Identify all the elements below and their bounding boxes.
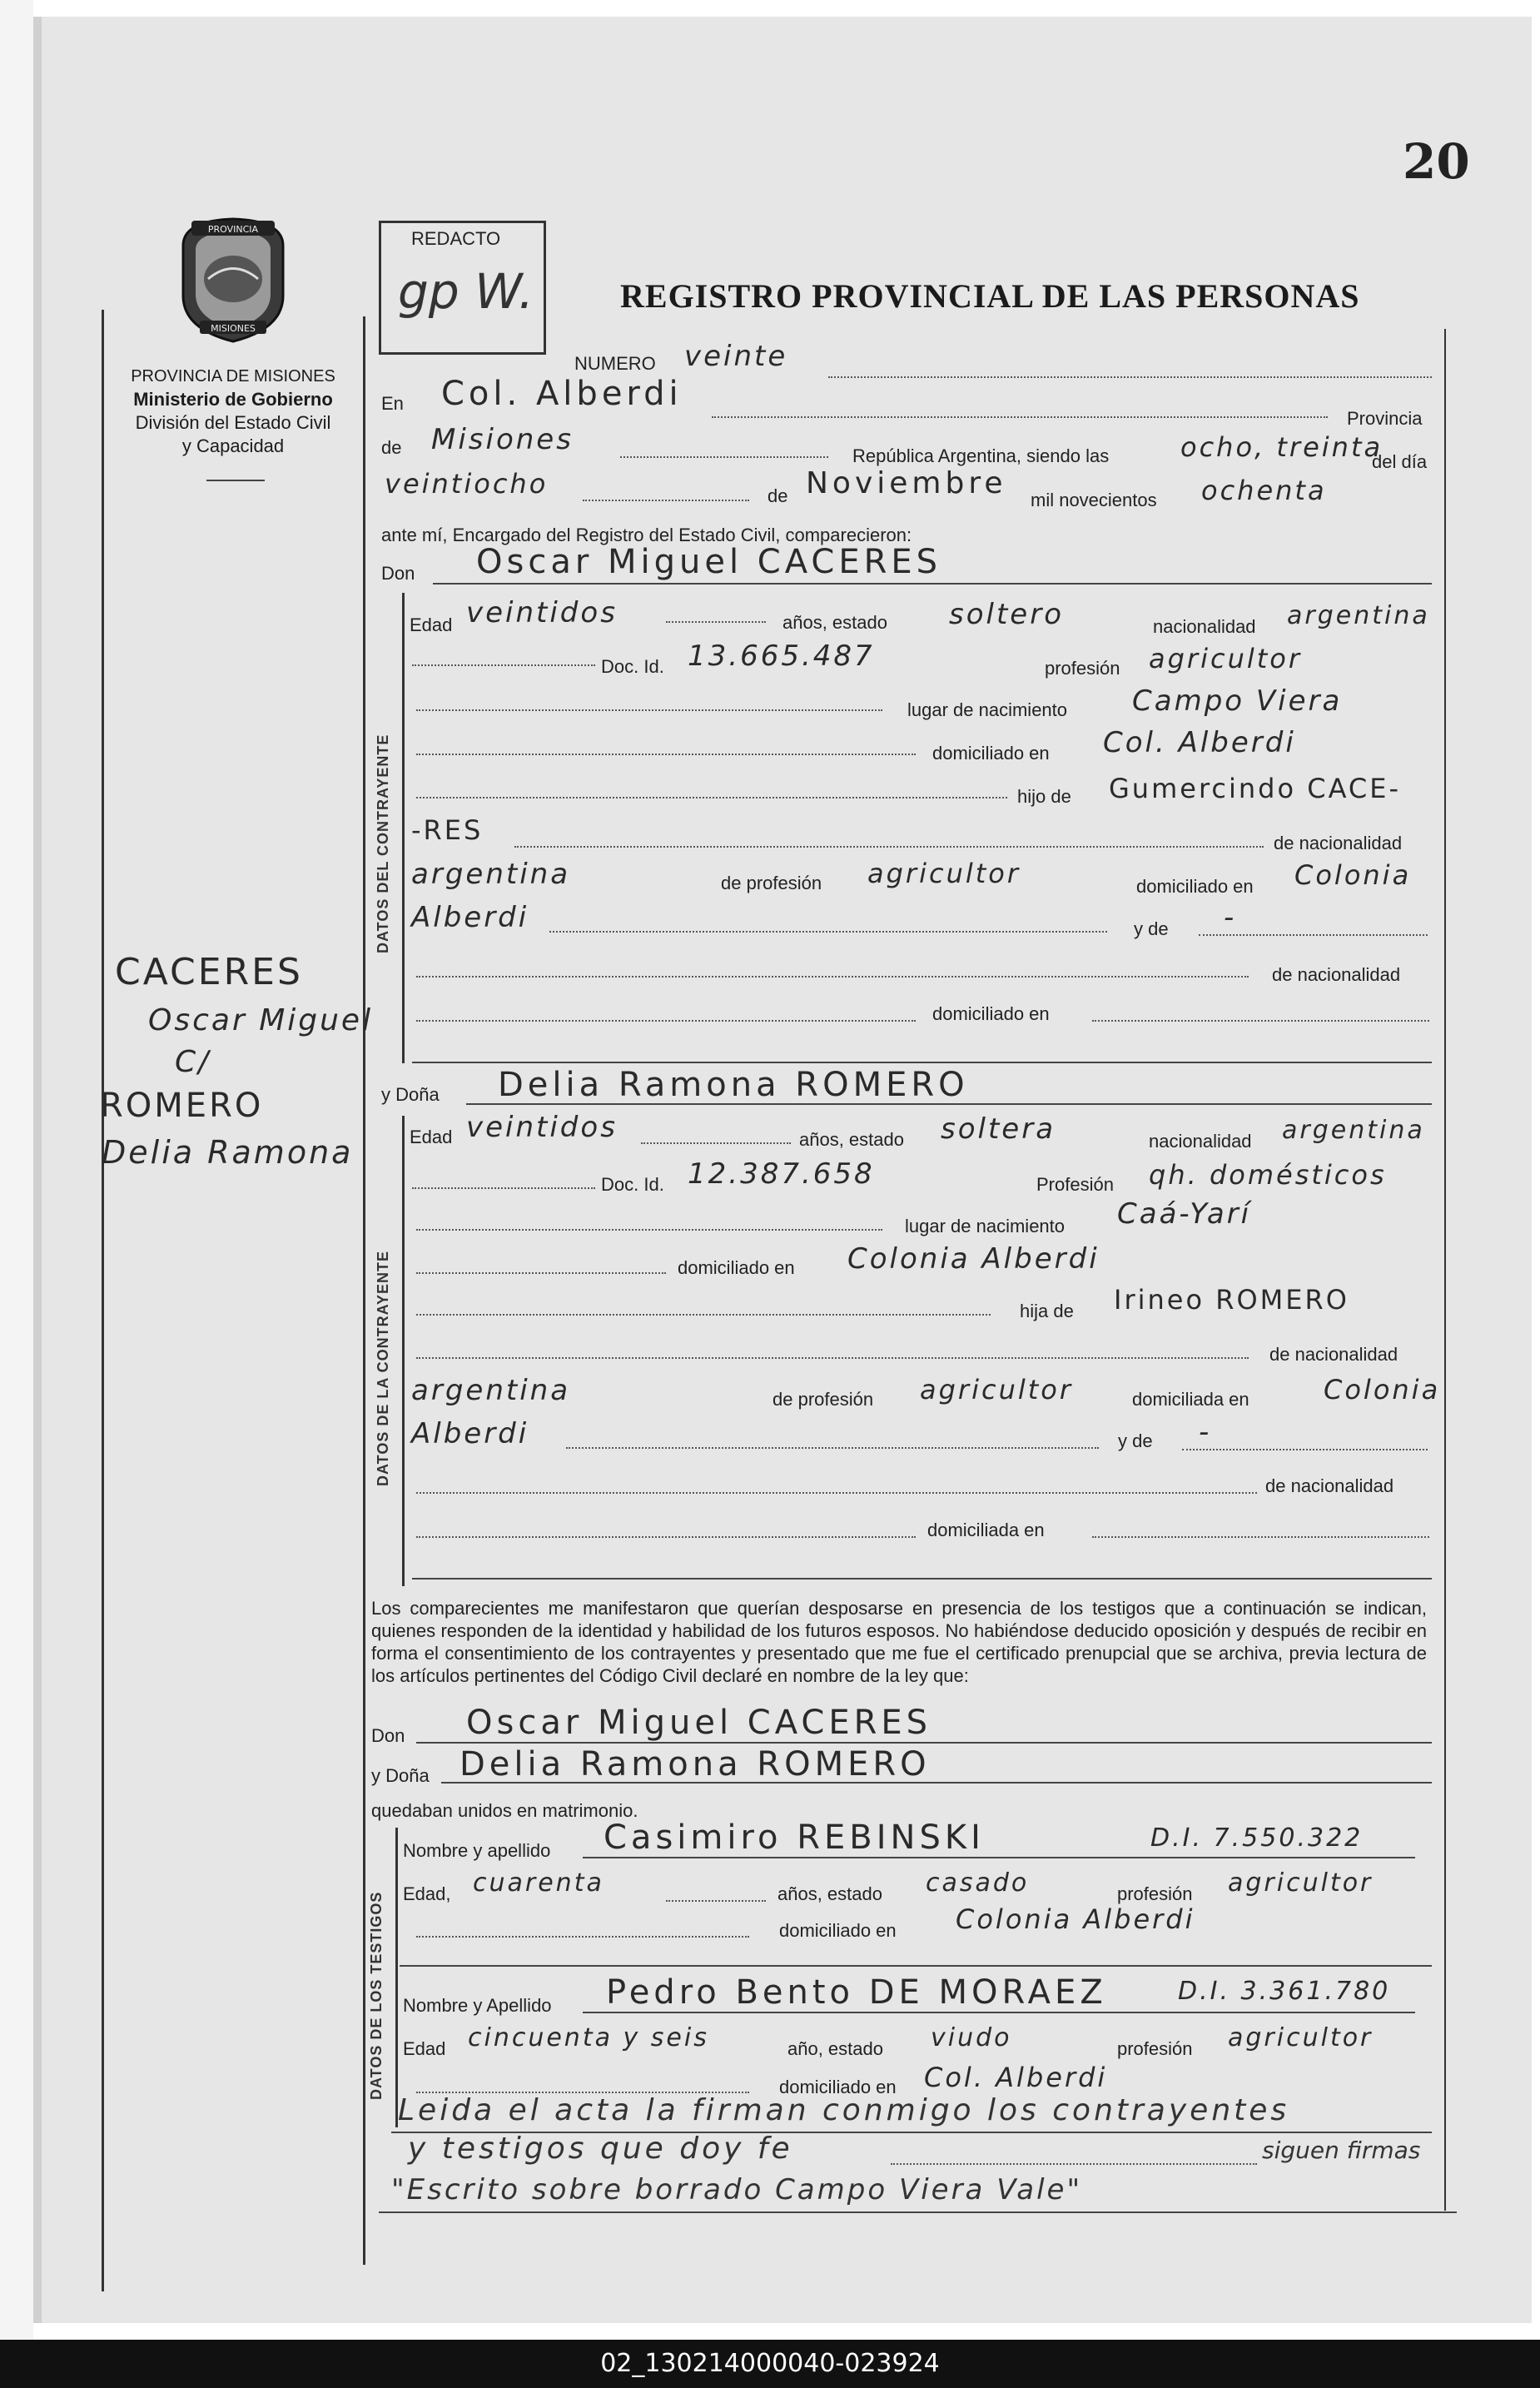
closing-line-3: "Escrito sobre borrado Campo Viera Vale" <box>391 2173 1083 2206</box>
doc-label: Doc. Id. <box>601 656 664 677</box>
decl-unidos: quedaban unidos en matrimonio. <box>371 1800 638 1821</box>
madre-nacionalidad-label-2: de nacionalidad <box>1265 1475 1394 1496</box>
dotted-line <box>416 1936 749 1938</box>
dotted-line <box>416 1492 1257 1494</box>
nacimiento-label-2: lugar de nacimiento <box>905 1216 1066 1236</box>
dotted-line <box>416 1357 1249 1359</box>
dotted-line <box>412 1187 595 1189</box>
footer-bar <box>0 2340 1540 2388</box>
contrayente-padre-nac: argentina <box>411 858 571 891</box>
margin-note-name-2: Delia Ramona <box>102 1134 354 1171</box>
contrayenta-edad: veintidos <box>466 1111 618 1144</box>
numero-value: veinte <box>684 340 788 373</box>
de-nacionalidad-label-2: de nacionalidad <box>1269 1344 1398 1365</box>
madre-domicilio-label-2: domiciliada en <box>927 1520 1045 1540</box>
t2-domicilio-label: domiciliado en <box>779 2077 897 2097</box>
contrayente-padre-b: -RES <box>411 814 484 846</box>
dotted-line <box>549 931 1107 933</box>
de-profesion-label: de profesión <box>721 873 822 893</box>
domicilio-label-2: domiciliado en <box>678 1257 795 1278</box>
dotted-line <box>566 1447 1099 1449</box>
edad-label-2: Edad <box>410 1127 453 1147</box>
contrayenta-domicilio: Colonia Alberdi <box>847 1242 1100 1276</box>
dotted-line <box>514 846 1264 848</box>
anios-estado-label-2: años, estado <box>799 1129 904 1150</box>
margin-note-surname: CACERES <box>115 951 303 993</box>
nacimiento-label: lugar de nacimiento <box>907 699 1068 720</box>
form-right-rule <box>1444 329 1446 2211</box>
dotted-line <box>712 416 1328 418</box>
contrayente-padre-a: Gumercindo CACE- <box>1109 773 1401 804</box>
dona-label: y Doña <box>381 1084 440 1105</box>
stamp-initials: gp W. <box>398 263 534 320</box>
header-divider <box>206 480 265 481</box>
dotted-line <box>583 500 749 501</box>
contrayenta-estado: soltera <box>941 1112 1056 1146</box>
dotted-line <box>1092 1020 1429 1022</box>
contrayenta-madre: - <box>1199 1415 1212 1449</box>
book-spine <box>0 0 33 2388</box>
contrayente-nombre: Oscar Miguel CACERES <box>476 543 942 581</box>
contrayente-edad: veintidos <box>466 596 618 629</box>
t1-edad-label: Edad, <box>403 1883 451 1904</box>
anio-label: mil novecientos <box>1031 490 1157 510</box>
seal-text-top: PROVINCIA <box>207 224 259 235</box>
dotted-line <box>416 1536 916 1538</box>
de-label: de <box>381 437 402 458</box>
stamp-label: REDACTO <box>411 228 501 249</box>
dotted-line <box>641 1142 791 1144</box>
dia-value: veintiocho <box>385 468 549 500</box>
contrayente-madre: - <box>1224 901 1237 934</box>
testigos-section-rule <box>395 1828 398 2127</box>
t1-estado: casado <box>926 1868 1030 1898</box>
redacto-stamp <box>379 221 546 355</box>
dotted-line <box>416 754 916 755</box>
contrayente-doc: 13.665.487 <box>688 639 875 673</box>
declaration-paragraph: Los comparecientes me manifestaron que querían desposarse en presencia de los testigos que a continuación se indican, quienes responden de la identidad y habilidad de los futuros esposos. No habiéndose deducido oposición y después de recibir en forma el consentimiento de los contrayentes y presentado que me fue el certificado prenupcial que se archiva, previa lectura de los artículos pertinentes del Código Civil declaré en nombre de la ley que: <box>371 1598 1427 1686</box>
contrayente-padre-prof: agricultor <box>867 858 1021 889</box>
nacionalidad-label: nacionalidad <box>1153 616 1256 637</box>
margin-note-name: Oscar Miguel <box>148 1003 374 1037</box>
contrayente-section-label: DATOS DEL CONTRAYENTE <box>375 734 391 953</box>
contrayente-section-rule <box>402 593 405 1063</box>
contrayenta-section-label: DATOS DE LA CONTRAYENTE <box>375 1250 391 1486</box>
contrayente-padre-dom-b: Alberdi <box>411 901 529 934</box>
madre-domicilio-label: domiciliado en <box>932 1003 1050 1024</box>
province-label: PROVINCIA DE MISIONES <box>131 367 335 386</box>
t2-edad: cincuenta y seis <box>468 2023 709 2052</box>
de-nacionalidad-label: de nacionalidad <box>1274 833 1403 853</box>
underline <box>400 1965 1432 1967</box>
contrayenta-profesion: qh. domésticos <box>1149 1159 1387 1191</box>
t1-estado-label: años, estado <box>777 1883 882 1904</box>
contrayenta-nombre: Delia Ramona ROMERO <box>498 1066 969 1104</box>
dotted-line <box>416 709 882 711</box>
underline <box>433 583 1432 585</box>
hora-value: ocho, treinta <box>1180 431 1384 463</box>
margin-note-surname-2: ROMERO <box>100 1087 264 1125</box>
seal-text-bottom: MISIONES <box>211 323 256 334</box>
underline <box>412 1062 1432 1063</box>
dotted-line <box>416 1020 916 1022</box>
underline <box>466 1103 1432 1105</box>
dotted-line <box>891 2163 1257 2165</box>
underline <box>583 1857 1415 1858</box>
anio-value: ochenta <box>1201 475 1327 506</box>
contrayente-padre-dom-a: Colonia <box>1294 859 1412 891</box>
contrayente-estado: soltero <box>949 598 1064 631</box>
capacity-label: y Capacidad <box>181 435 285 456</box>
contrayenta-doc: 12.387.658 <box>688 1157 875 1191</box>
domicilio-label: domiciliado en <box>932 743 1050 764</box>
mes-value: Noviembre <box>806 466 1007 500</box>
t2-doc: D.I. 3.361.780 <box>1178 1977 1391 2006</box>
dotted-line <box>416 1272 666 1274</box>
anios-estado-label: años, estado <box>782 612 887 633</box>
t1-nombre: Casimiro REBINSKI <box>604 1818 985 1857</box>
closing-line-1: Leida el acta la firman conmigo los contrayentes <box>398 2093 1290 2127</box>
de-mes-label: de <box>768 485 788 506</box>
hijo-label: hijo de <box>1017 786 1071 807</box>
footer-id: 02_130214000040-023924 <box>600 2349 940 2378</box>
del-dia-label: del día <box>1372 451 1428 472</box>
decl-don-label: Don <box>371 1725 405 1746</box>
contrayenta-padre-dom-a: Colonia <box>1324 1374 1441 1405</box>
t1-nombre-label: Nombre y apellido <box>403 1840 551 1861</box>
underline <box>412 1578 1432 1580</box>
underline <box>416 1742 1432 1744</box>
t2-nombre-label: Nombre y Apellido <box>403 1995 552 2016</box>
decl-dona-label: y Doña <box>371 1765 430 1786</box>
t2-domicilio: Col. Alberdi <box>924 2062 1108 2093</box>
contrayente-nacimiento: Campo Viera <box>1132 684 1343 718</box>
t1-edad: cuarenta <box>473 1868 604 1898</box>
profesion-label-2: Profesión <box>1036 1174 1114 1195</box>
madre-nacionalidad-label: de nacionalidad <box>1272 964 1401 985</box>
dotted-line <box>416 976 1249 978</box>
contrayenta-section-rule <box>402 1116 405 1586</box>
ante-label: ante mí, Encargado del Registro del Estado Civil, comparecieron: <box>381 525 912 545</box>
padre-domicilio-label: domiciliado en <box>1136 876 1254 897</box>
contrayente-domicilio: Col. Alberdi <box>1103 726 1296 759</box>
contrayente-profesion: agricultor <box>1149 643 1303 674</box>
contrayenta-nacionalidad: argentina <box>1282 1116 1425 1145</box>
margin-note-c: C/ <box>175 1045 211 1079</box>
underline <box>441 1782 1432 1784</box>
underline <box>379 2211 1457 2213</box>
decl-don-value: Oscar Miguel CACERES <box>466 1704 932 1742</box>
dotted-line <box>1199 934 1428 936</box>
left-margin-rule <box>102 310 104 2291</box>
coat-of-arms-icon <box>175 212 291 346</box>
decl-dona-value: Delia Ramona ROMERO <box>460 1745 931 1784</box>
y-de-label-2: y de <box>1118 1430 1153 1451</box>
ministry-label: Ministerio de Gobierno <box>133 389 333 410</box>
dotted-line <box>412 664 595 666</box>
closing-line-2-right: siguen firmas <box>1262 2137 1421 2164</box>
contrayente-nacionalidad: argentina <box>1287 601 1430 630</box>
numero-label: NUMERO <box>574 353 656 374</box>
contrayenta-padre: Irineo ROMERO <box>1114 1284 1349 1316</box>
en-label: En <box>381 393 404 414</box>
edad-label: Edad <box>410 614 453 635</box>
division-label: División del Estado Civil <box>135 412 331 433</box>
dotted-line <box>1092 1536 1429 1538</box>
page-number: 20 <box>1403 133 1470 190</box>
dotted-line <box>416 1229 882 1231</box>
padre-domicilio-label-2: domiciliada en <box>1132 1389 1249 1410</box>
t1-profesion-label: profesión <box>1117 1883 1193 1904</box>
profesion-label: profesión <box>1045 658 1120 679</box>
t2-estado: viudo <box>931 2023 1012 2052</box>
t1-profesion: agricultor <box>1228 1868 1374 1898</box>
hija-label: hija de <box>1020 1301 1074 1321</box>
underline <box>583 2012 1415 2013</box>
republica-label: República Argentina, siendo las <box>852 445 1110 466</box>
dotted-line <box>620 456 828 458</box>
header-left <box>100 365 366 458</box>
contrayenta-padre-dom-b: Alberdi <box>411 1417 529 1450</box>
t1-domicilio-label: domiciliado en <box>779 1920 897 1941</box>
closing-line-2: y testigos que doy fe <box>408 2132 793 2166</box>
t2-nombre: Pedro Bento DE MORAEZ <box>606 1973 1107 2012</box>
t1-doc: D.I. 7.550.322 <box>1150 1823 1364 1853</box>
de-profesion-label-2: de profesión <box>772 1389 874 1410</box>
dotted-line <box>666 621 766 623</box>
form-left-rule <box>363 316 365 2265</box>
t2-estado-label: año, estado <box>787 2038 883 2059</box>
don-label: Don <box>381 563 415 584</box>
dotted-line <box>1182 1449 1428 1450</box>
contrayenta-padre-prof: agricultor <box>920 1374 1074 1405</box>
t2-profesion: agricultor <box>1228 2023 1374 2052</box>
dotted-line <box>828 376 1432 378</box>
doc-label-2: Doc. Id. <box>601 1174 664 1195</box>
t1-domicilio: Colonia Alberdi <box>956 1903 1195 1935</box>
document-title: REGISTRO PROVINCIAL DE LAS PERSONAS <box>620 277 1360 315</box>
provincia-label: Provincia <box>1347 408 1423 429</box>
lugar-value: Col. Alberdi <box>441 375 683 413</box>
y-de-label: y de <box>1134 918 1169 939</box>
t2-edad-label: Edad <box>403 2038 446 2059</box>
nacionalidad-label-2: nacionalidad <box>1149 1131 1252 1152</box>
t2-profesion-label: profesión <box>1117 2038 1193 2059</box>
dotted-line <box>416 1314 991 1316</box>
contrayenta-padre-nac: argentina <box>411 1374 571 1407</box>
testigos-section-label: DATOS DE LOS TESTIGOS <box>368 1891 385 2100</box>
dotted-line <box>666 1900 766 1902</box>
contrayenta-nacimiento: Caá-Yarí <box>1117 1197 1252 1231</box>
provincia-value: Misiones <box>431 423 574 456</box>
dotted-line <box>416 797 1007 798</box>
